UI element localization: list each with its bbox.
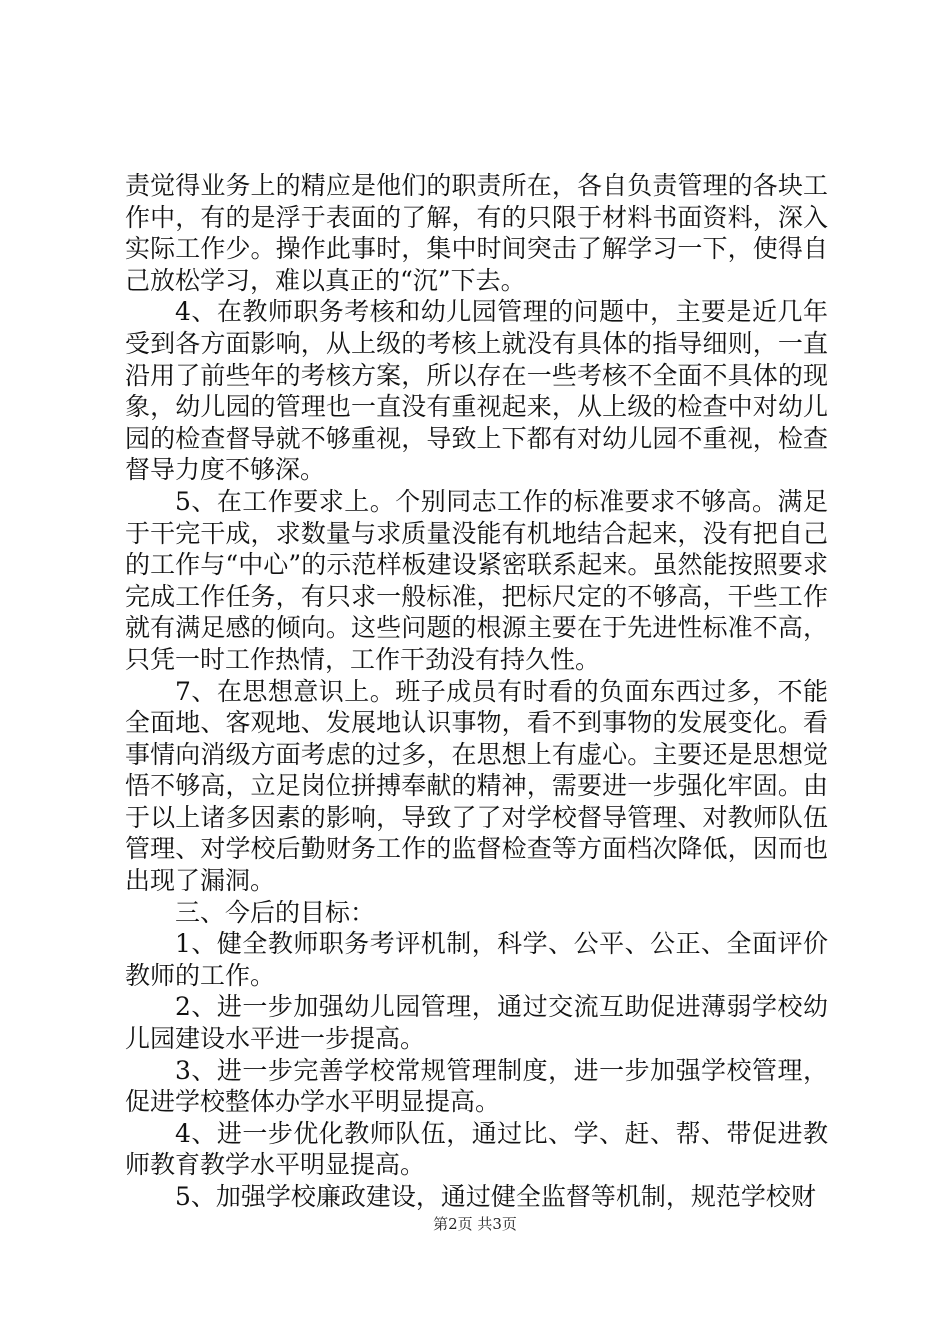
- paragraph-2: 4、在教师职务考核和幼儿园管理的问题中，主要是近几年受到各方面影响，从上级的考核上就没有具体的指导细则，一直沿用了前些年的考核方案，所以存在一些考核不全面不具体的现象，幼儿园的管理也一直没有重视起来，从上级的检查中对幼儿园的检查督导就不够重视，导致上下都有对幼儿园不重视，检查督导力度不够深。: [125, 297, 828, 485]
- goal-item-1: 1、健全教师职务考评机制，科学、公平、公正、全面评价教师的工作。: [125, 929, 828, 990]
- document-body: [125, 170, 828, 1213]
- goal-item-5: 5、加强学校廉政建设，通过健全监督等机制，规范学校财: [175, 1182, 816, 1211]
- paragraph-4: 7、在思想意识上。班子成员有时看的负面东西过多，不能全面地、客观地、发展地认识事物，看不到事物的发展变化。看事情向消级方面考虑的过多，在思想上有虚心。主要还是思想觉悟不够高，立足岗位拼搏奉献的精神，需要进一步强化牢固。由于以上诸多因素的影响，导致了了对学校督导管理、对教师队伍管理、对学校后勤财务工作的监督检查等方面档次降低，因而也出现了漏洞。: [125, 676, 828, 896]
- page-footer: 第2页 共3页: [433, 1215, 517, 1233]
- goal-item-2: 2、进一步加强幼儿园管理，通过交流互助促进薄弱学校幼儿园建设水平进一步提高。: [125, 992, 828, 1054]
- paragraph-3: 5、在工作要求上。个别同志工作的标准要求不够高。满足于干完干成，求数量与求质量没能有机地结合起来，没有把自己的工作与“中心”的示范样板建设紧密联系起来。虽然能按照要求完成工作任务，有只求一般标准，把标尺定的不够高，干些工作就有满足感的倾向。这些问题的根源主要在于先进性标准不高，只凭一时工作热情，工作干劲没有持久性。: [125, 486, 828, 674]
- section-heading-goals: 三、今后的目标：: [175, 897, 376, 927]
- goal-item-3: 3、进一步完善学校常规管理制度，进一步加强学校管理，促进学校整体办学水平明显提高。: [125, 1055, 828, 1117]
- paragraph-1: 责觉得业务上的精应是他们的职责所在，各自负责管理的各块工作中，有的是浮于表面的了解，有的只限于材料书面资料，深入实际工作少。操作此事时，集中时间突击了解学习一下，使得自己放松学习，难以真正的“沉”下去。: [125, 171, 828, 295]
- goal-item-4: 4、进一步优化教师队伍，通过比、学、赶、帮、带促进教师教育教学水平明显提高。: [125, 1118, 828, 1180]
